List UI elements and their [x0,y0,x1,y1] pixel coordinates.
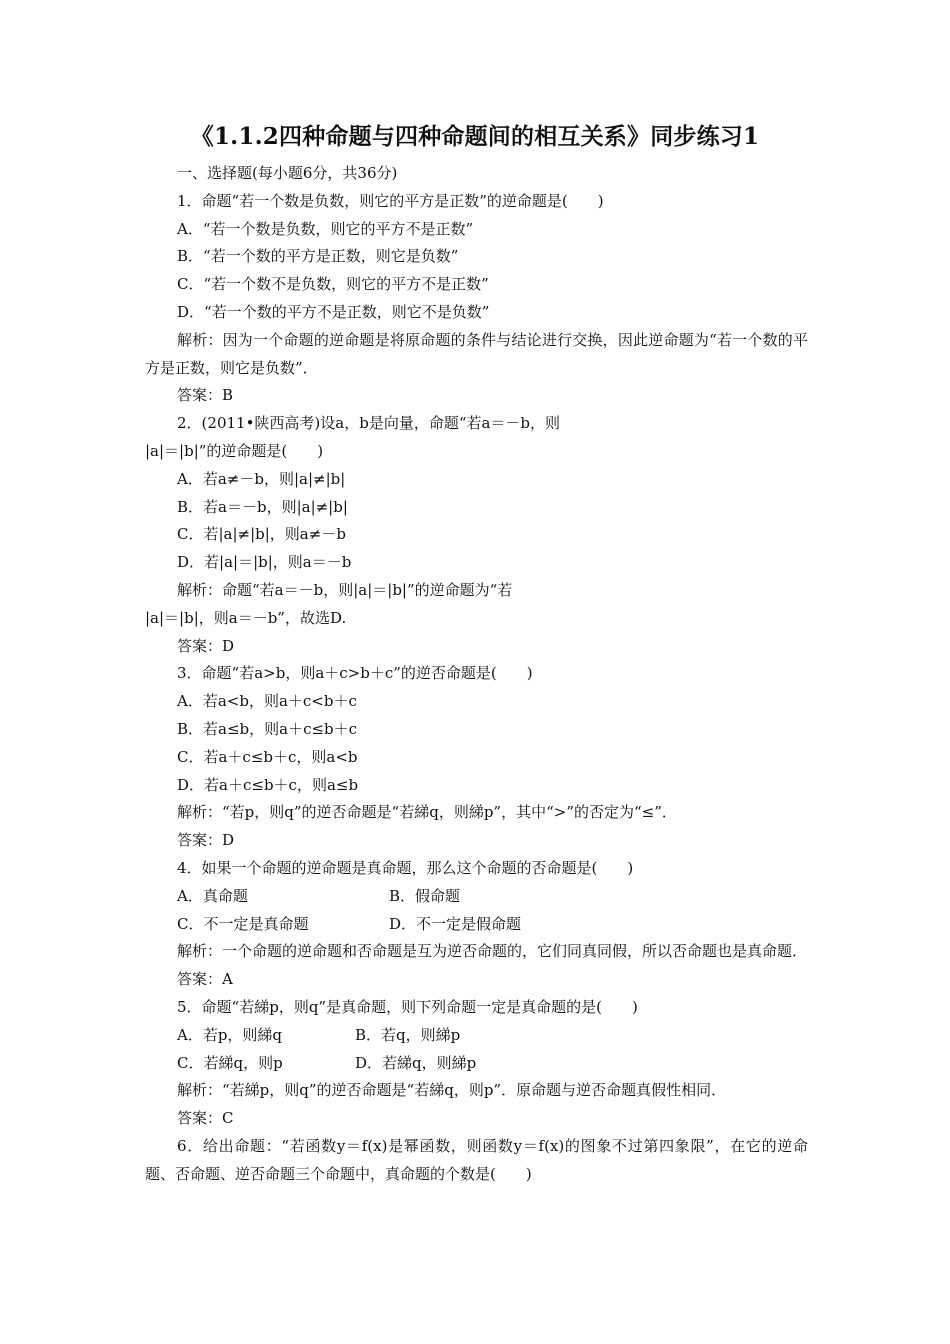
question-3-answer: 答案：D [177,831,235,850]
question-1-option-d: D．“若一个数的平方不是正数，则它不是负数” [177,302,490,321]
question-2-stem-line2: |a|＝|b|”的逆命题是( ) [145,441,324,460]
document-title: 《1.1.2四种命题与四种命题间的相互关系》同步练习1 [190,123,760,150]
question-5-stem: 5．命题“若綈p，则q”是真命题，则下列命题一定是真命题的是( ) [177,997,638,1016]
question-5-option-b: B．若q，则綈p [355,1025,461,1044]
question-2-analysis-line1: 解析：命题“若a＝－b，则|a|＝|b|”的逆命题为“若 [177,580,513,599]
question-2-stem-line1: 2．(2011•陕西高考)设a，b是向量，命题“若a＝－b，则 [177,414,561,433]
question-4-options-row-1 [145,883,808,911]
question-3-option-b: B．若a≤b，则a＋c≤b＋c [177,719,358,738]
question-1-option-a: A．“若一个数是负数，则它的平方不是正数” [177,219,474,238]
question-2-option-d: D．若|a|＝|b|，则a＝－b [177,553,352,572]
question-1-answer: 答案：B [177,386,234,405]
question-2-option-c: C．若|a|≠|b|，则a≠－b [177,525,346,544]
question-1-analysis: 解析：因为一个命题的逆命题是将原命题的条件与结论进行交换，因此逆命题为“若一个数的平方是正数，则它是负数”． [145,330,808,377]
question-2-analysis-line2: |a|＝|b|，则a＝－b”，故选D. [145,608,347,627]
question-1-stem: 1．命题“若一个数是负数，则它的平方是正数”的逆命题是( ) [177,191,604,210]
document-body [145,160,808,1188]
question-3-stem: 3．命题“若a>b，则a＋c>b＋c”的逆否命题是( ) [177,664,533,683]
question-3-option-a: A．若a<b，则a＋c<b＋c [177,692,357,711]
question-3-analysis: 解析：“若p，则q”的逆否命题是“若綈q，则綈p”，其中“>”的否定为“≤”． [177,803,677,822]
question-2-option-b: B．若a＝－b，则|a|≠|b| [177,497,348,516]
question-4-option-c: C．不一定是真命题 [177,914,309,933]
question-4-options-row-2 [145,911,808,939]
question-3-option-c: C．若a＋c≤b＋c，则a<b [177,747,358,766]
question-4-option-a: A．真命题 [177,886,248,905]
question-1-option-c: C．“若一个数不是负数，则它的平方不是正数” [177,275,489,294]
question-5-analysis: 解析：“若綈p，则q”的逆否命题是“若綈q，则p”．原命题与逆否命题真假性相同． [177,1081,727,1100]
question-1-option-b: B．“若一个数的平方是正数，则它是负数” [177,247,459,266]
question-4-option-b: B．假命题 [389,886,461,905]
question-5-option-c: C．若綈q，则p [177,1053,283,1072]
question-4-stem: 4．如果一个命题的逆命题是真命题，那么这个命题的否命题是( ) [177,858,634,877]
question-4-option-d: D．不一定是假命题 [389,914,522,933]
question-4-answer: 答案：A [177,970,233,989]
question-5-answer: 答案：C [177,1109,234,1128]
question-5-options-row-1 [145,1022,808,1050]
question-2-option-a: A．若a≠－b，则|a|≠|b| [177,469,346,488]
question-2-answer: 答案：D [177,636,235,655]
section-heading: 一、选择题(每小题6分，共36分) [177,164,398,182]
question-5-option-a: A．若p，则綈q [177,1025,283,1044]
question-4-analysis: 解析：一个命题的逆命题和否命题是互为逆否命题的，它们同真同假，所以否命题也是真命题． [177,942,808,961]
question-6-stem: 6．给出命题：“若函数y＝f(x)是幂函数，则函数y＝f(x)的图象不过第四象限”，在它的逆命题、否命题、逆否命题三个命题中，真命题的个数是( ) [145,1136,808,1183]
question-5-options-row-2 [145,1050,808,1078]
question-5-option-d: D．若綈q，则綈p [355,1053,477,1072]
question-3-option-d: D．若a＋c≤b＋c，则a≤b [177,775,359,794]
